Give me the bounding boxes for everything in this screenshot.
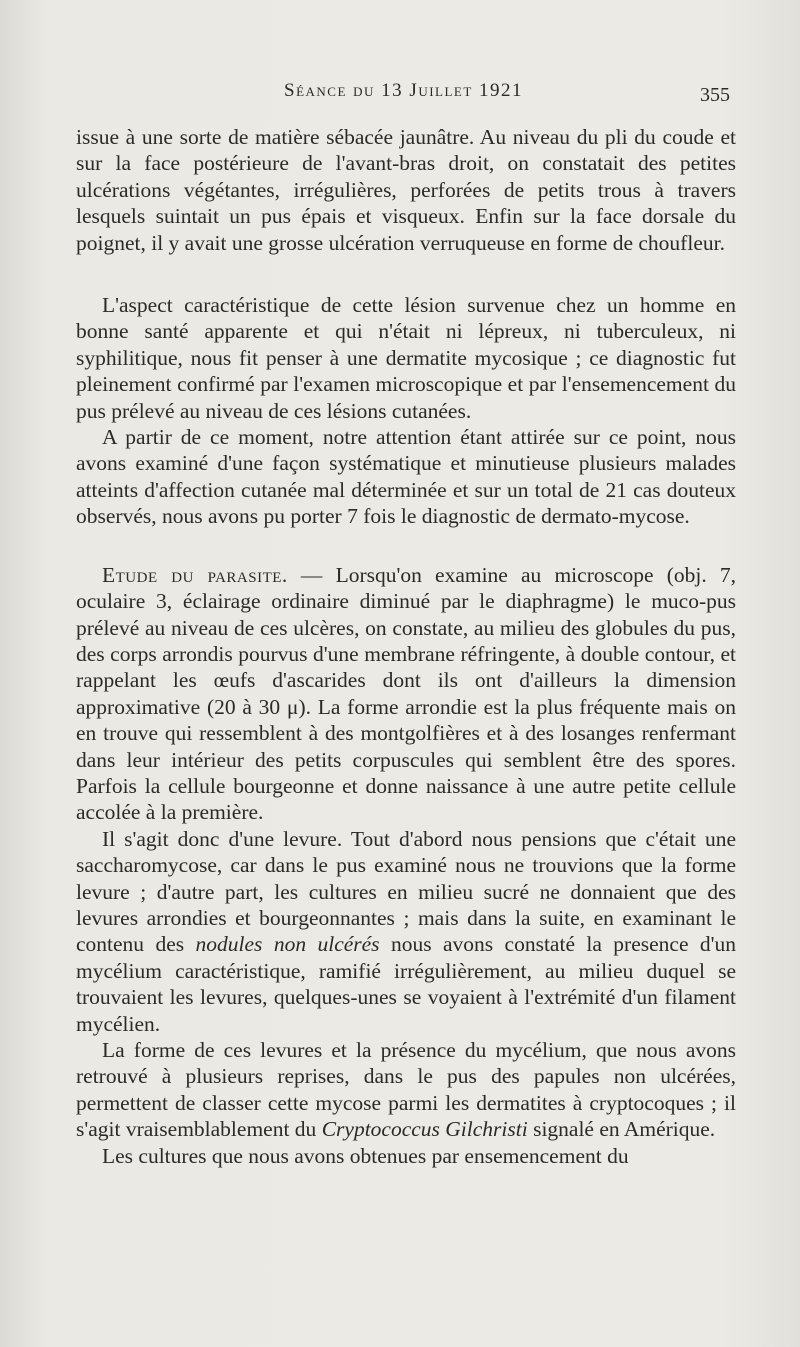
section-heading: Etude du parasite. <box>102 562 288 587</box>
paragraph-aspect: L'aspect caractéristique de cette lésion survenue chez un homme en bonne santé apparente et qui n'était ni lépreux, ni tuberculeux, ni syphilitique, nous fit penser à une dermatite mycosique ; ce diagnostic fut pleinement confirmé par l'examen microscopique et par l'ensemencement du pus prélevé au niveau de ces lésions cutanées. <box>76 293 736 423</box>
paragraph-yeast-text-a: Il s'agit donc d'une levure. Tout d'abord nous pensions que c'était une saccharomycose, car dans le pus examiné nous ne trouvions que la forme levure ; d'autre part, les cultures en milieu sucré ne donnaient que des levures arrondies et bourgeonnantes ; mais dans la suite, en examinant le contenu des <box>76 826 736 957</box>
running-head <box>0 76 800 106</box>
paragraph-classification-text-a: La forme de ces levures et la présence du mycélium, que nous avons retrouvé à plusieurs reprises, dans le pus des papules non ulcérées, permettent de classer cette mycose parmi les dermatites à cryptocoques ; il s'agit vraisemblablement du <box>76 1038 736 1142</box>
paragraph-yeast-text-b: nous avons constaté la presence d'un mycélium caractéristique, ramifié irrégulièrement, au milieu duquel se trouvaient les levures, quelques-unes se voyaient à l'extrémité d'un filament mycélien. <box>76 932 737 1036</box>
italic-term-cryptococcus: Cryptococcus Gilchristi <box>321 1117 528 1142</box>
paragraph-continued: issue à une sorte de matière sébacée jaunâtre. Au niveau du pli du coude et sur la face postérieure de l'avant-bras droit, on constatait des petites ulcérations végétantes, irrégulières, perforées de petits trous à travers lesquels suintait un pus épais et visqueux. Enfin sur la face dorsale du poignet, il y avait une grosse ulcération verruqueuse en forme de choufleur. <box>76 125 736 255</box>
paragraph-from-this-moment: A partir de ce moment, notre attention étant attirée sur ce point, nous avons examiné d'une façon systématique et minutieuse plusieurs malades atteints d'affection cutanée mal déterminée et sur un total de 21 cas douteux observés, nous avons pu porter 7 fois le diagnostic de dermato-mycose. <box>76 425 736 529</box>
page-number: 355 <box>700 84 730 106</box>
paragraph-parasite-study <box>76 562 736 826</box>
paragraph-parasite-text: — Lorsqu'on examine au microscope (obj. 7, oculaire 3, éclairage ordinaire diminué par le diaphragme) le muco-pus prélevé au niveau de ces ulcères, on constate, au milieu des globules du pus, des corps arrondis pourvus d'une membrane réfringente, à double contour, et rappelant les œufs d'ascarides dont ils ont d'ailleurs la dimension approximative (20 à 30 μ). La forme arrondie est la plus fréquente mais on en trouve qui ressemblent à des montgolfières et à des losanges renfermant dans leur intérieur des petits corpuscules qui semblent être des spores. Parfois la cellule bourgeonne et donne naissance à une autre petite cellule accolée à la première. <box>76 562 736 825</box>
body-text <box>76 124 736 1169</box>
paragraph-yeast <box>76 826 736 1037</box>
paragraph-cultures: Les cultures que nous avons obtenues par ensemencement du <box>102 1143 629 1168</box>
paragraph-classification-text-b: signalé en Amérique. <box>527 1117 716 1142</box>
running-head-title: Séance du 13 Juillet 1921 <box>284 80 524 101</box>
paragraph-classification <box>76 1037 736 1143</box>
italic-term-nodules: nodules non ulcérés <box>195 932 380 957</box>
